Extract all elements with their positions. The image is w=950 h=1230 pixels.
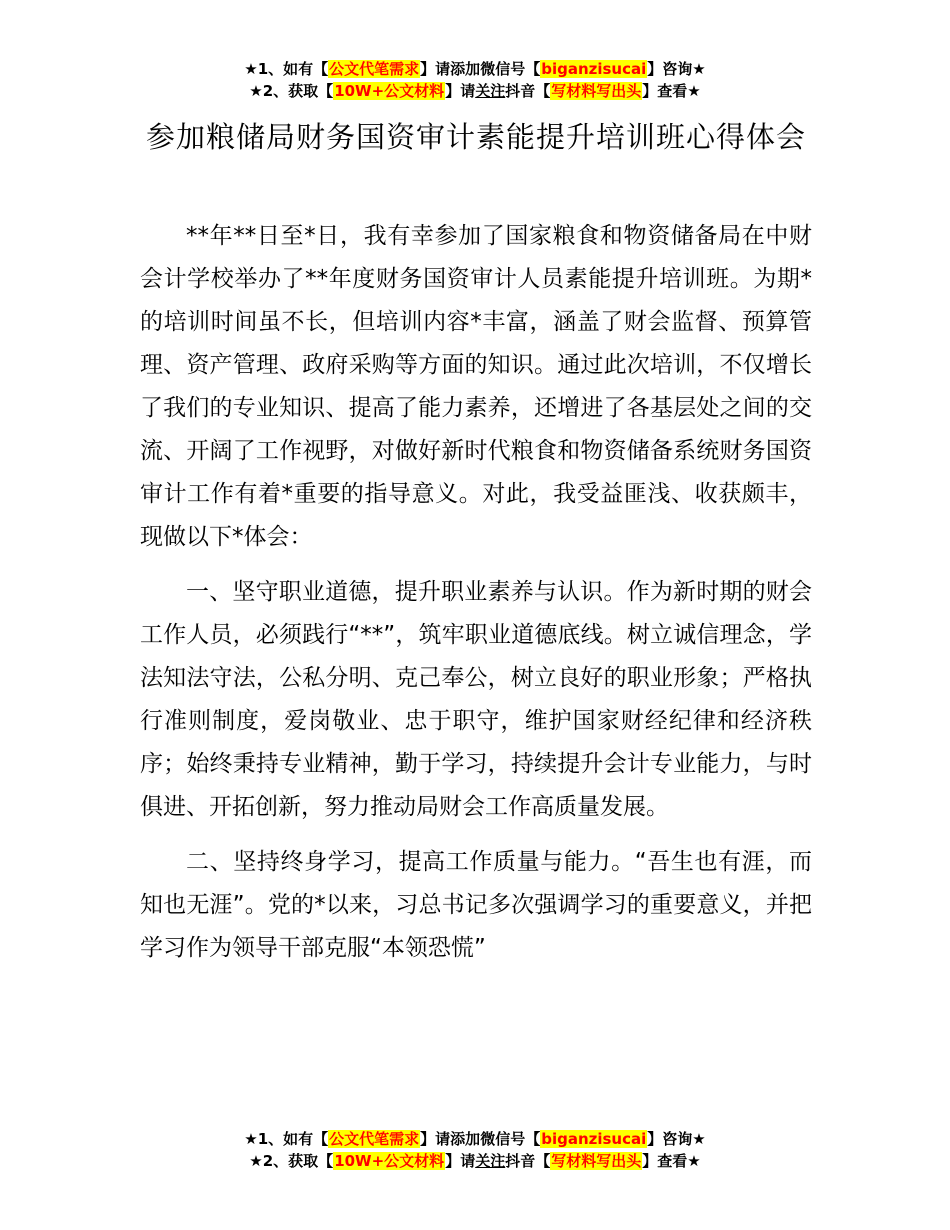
document-body <box>140 215 812 982</box>
promo-line-2 <box>0 1150 950 1172</box>
paragraph-section-2: 二、坚持终身学习，提高工作质量与能力。“吾生也有涯，而知也无涯”。党的*以来，习总书记多次强调学习的重要意义，并把学习作为领导干部克服“本领恐慌” <box>140 849 812 961</box>
promo-text: 】咨询★ <box>647 60 706 78</box>
promo-text: 】咨询★ <box>647 1130 706 1148</box>
promo-text: 】请 <box>445 1152 476 1170</box>
promo-text: 微信号【 <box>480 1130 541 1148</box>
promo-text: 】查看★ <box>642 1152 701 1170</box>
promo-text: ★1、如有【 <box>244 60 329 78</box>
promo-line-1 <box>0 1128 950 1150</box>
promo-highlight: 公文代笔需求 <box>329 1130 420 1148</box>
promo-text: 抖音【 <box>505 82 551 100</box>
promo-text: 】请 <box>445 82 476 100</box>
promo-line-2 <box>0 80 950 102</box>
header-promo-banner <box>0 58 950 102</box>
promo-highlight: 10W+公文材料 <box>334 82 445 100</box>
wechat-id-highlight: biganzisucai <box>541 1130 647 1148</box>
promo-text: 抖音【 <box>505 1152 551 1170</box>
paragraph-intro: **年**日至*日，我有幸参加了国家粮食和物资储备局在中财会计学校举办了**年度财务国资审计人员素能提升培训班。为期*的培训时间虽不长，但培训内容*丰富，涵盖了财会监督、预算管理、资产管理、政府采购等方面的知识。通过此次培训，不仅增长了我们的专业知识、提高了能力素养，还增进了各基层处之间的交流、开阔了工作视野，对做好新时代粮食和物资储备系统财务国资审计工作有着*重要的指导意义。对此，我受益匪浅、收获颇丰，现做以下*体会： <box>140 223 812 550</box>
promo-highlight: 10W+公文材料 <box>334 1152 445 1170</box>
promo-highlight: 写材料写出头 <box>551 82 642 100</box>
footer-promo-banner <box>0 1128 950 1172</box>
document-title: 参加粮储局财务国资审计素能提升培训班心得体会 <box>145 120 806 154</box>
promo-text: ★2、获取【 <box>249 82 334 100</box>
promo-highlight: 公文代笔需求 <box>329 60 420 78</box>
promo-text: 微信号【 <box>480 60 541 78</box>
promo-text: 】请添加 <box>420 60 481 78</box>
wechat-id-highlight: biganzisucai <box>541 60 647 78</box>
promo-highlight: 写材料写出头 <box>551 1152 642 1170</box>
promo-text: ★2、获取【 <box>249 1152 334 1170</box>
paragraph-section-1: 一、坚守职业道德，提升职业素养与认识。作为新时期的财会工作人员，必须践行“**”，筑牢职业道德底线。树立诚信理念，学法知法守法，公私分明、克己奉公，树立良好的职业形象；严格执行准则制度，爱岗敬业、忠于职守，维护国家财经纪律和经济秩序；始终秉持专业精神，勤于学习，持续提升会计专业能力，与时俱进、开拓创新，努力推动局财会工作高质量发展。 <box>140 579 812 820</box>
promo-text: 】查看★ <box>642 82 701 100</box>
promo-underlined-text: 关注 <box>475 82 506 100</box>
promo-text: 】请添加 <box>420 1130 481 1148</box>
promo-text: ★1、如有【 <box>244 1130 329 1148</box>
promo-underlined-text: 关注 <box>475 1152 506 1170</box>
promo-line-1 <box>0 58 950 80</box>
